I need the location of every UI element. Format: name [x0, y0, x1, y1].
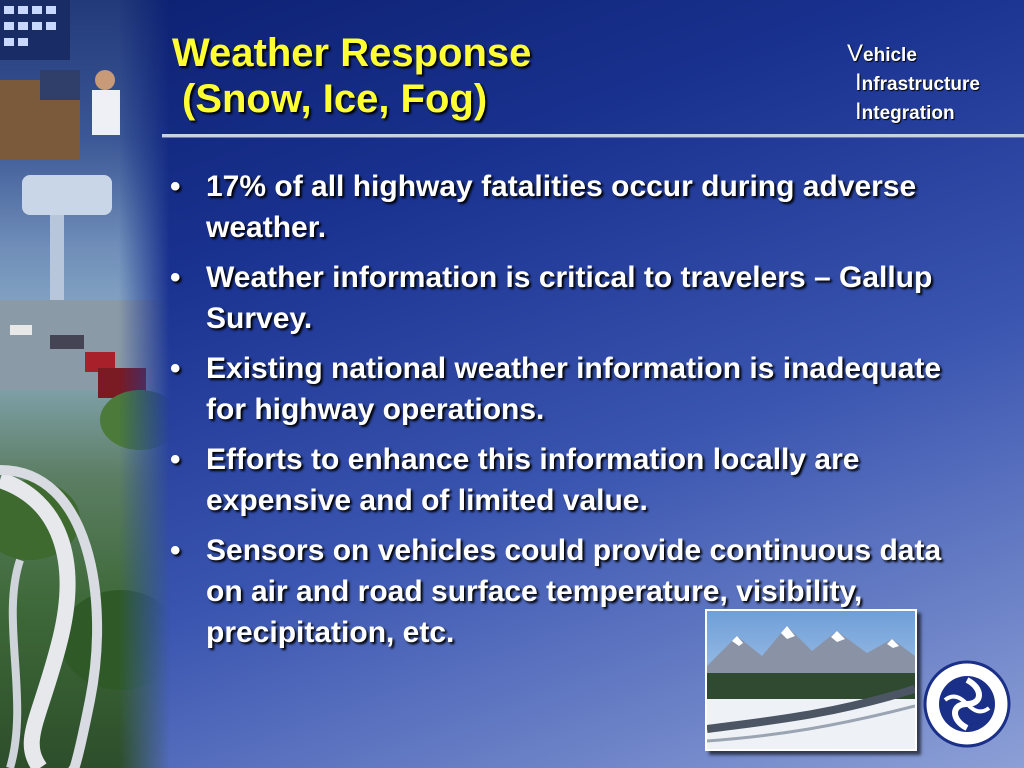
dot-seal-shape [923, 660, 1011, 748]
bullet-text: Efforts to enhance this information locally are expensive and of limited value. [206, 443, 860, 517]
bullet-glyph: • [170, 534, 181, 567]
bullet-text: Weather information is critical to travelers – Gallup Survey. [206, 261, 933, 335]
program-vehicle-initial: V [847, 40, 864, 67]
page-title [172, 30, 531, 122]
snowy-mountain-road-photo [705, 609, 917, 751]
program-name [847, 40, 980, 127]
program-vehicle-rest: ehicle [863, 45, 917, 66]
program-infrastructure-initial: I [855, 69, 862, 96]
program-vehicle [847, 40, 980, 69]
photo-illustration [707, 611, 915, 749]
traffic-collage-image [0, 0, 170, 768]
bullet-text: Existing national weather information is inadequate for highway operations. [206, 352, 942, 426]
title-divider [162, 134, 1024, 138]
bullet-glyph: • [170, 261, 181, 294]
bullet-glyph: • [170, 443, 181, 476]
bullet-glyph: • [170, 170, 181, 203]
bullet-list [166, 166, 976, 662]
bullet-item [166, 348, 976, 430]
title-line-2: (Snow, Ice, Fog) [182, 77, 488, 121]
bullet-item [166, 257, 976, 339]
bullet-item [166, 439, 976, 521]
bullet-item [166, 166, 976, 248]
bullet-text: Sensors on vehicles could provide continuous data on air and road surface temperature, visibility, precipitation, etc. [206, 534, 942, 649]
program-infrastructure-rest: nfrastructure [861, 74, 980, 95]
title-line-1: Weather Response [172, 31, 532, 75]
bullet-text: 17% of all highway fatalities occur during adverse weather. [206, 170, 917, 244]
dot-seal-icon [923, 660, 1011, 748]
bullet-glyph: • [170, 352, 181, 385]
program-integration [847, 98, 980, 127]
program-infrastructure [847, 69, 980, 98]
program-integration-initial: I [855, 98, 862, 125]
collage-shapes [0, 0, 170, 768]
program-integration-rest: ntegration [861, 103, 955, 124]
